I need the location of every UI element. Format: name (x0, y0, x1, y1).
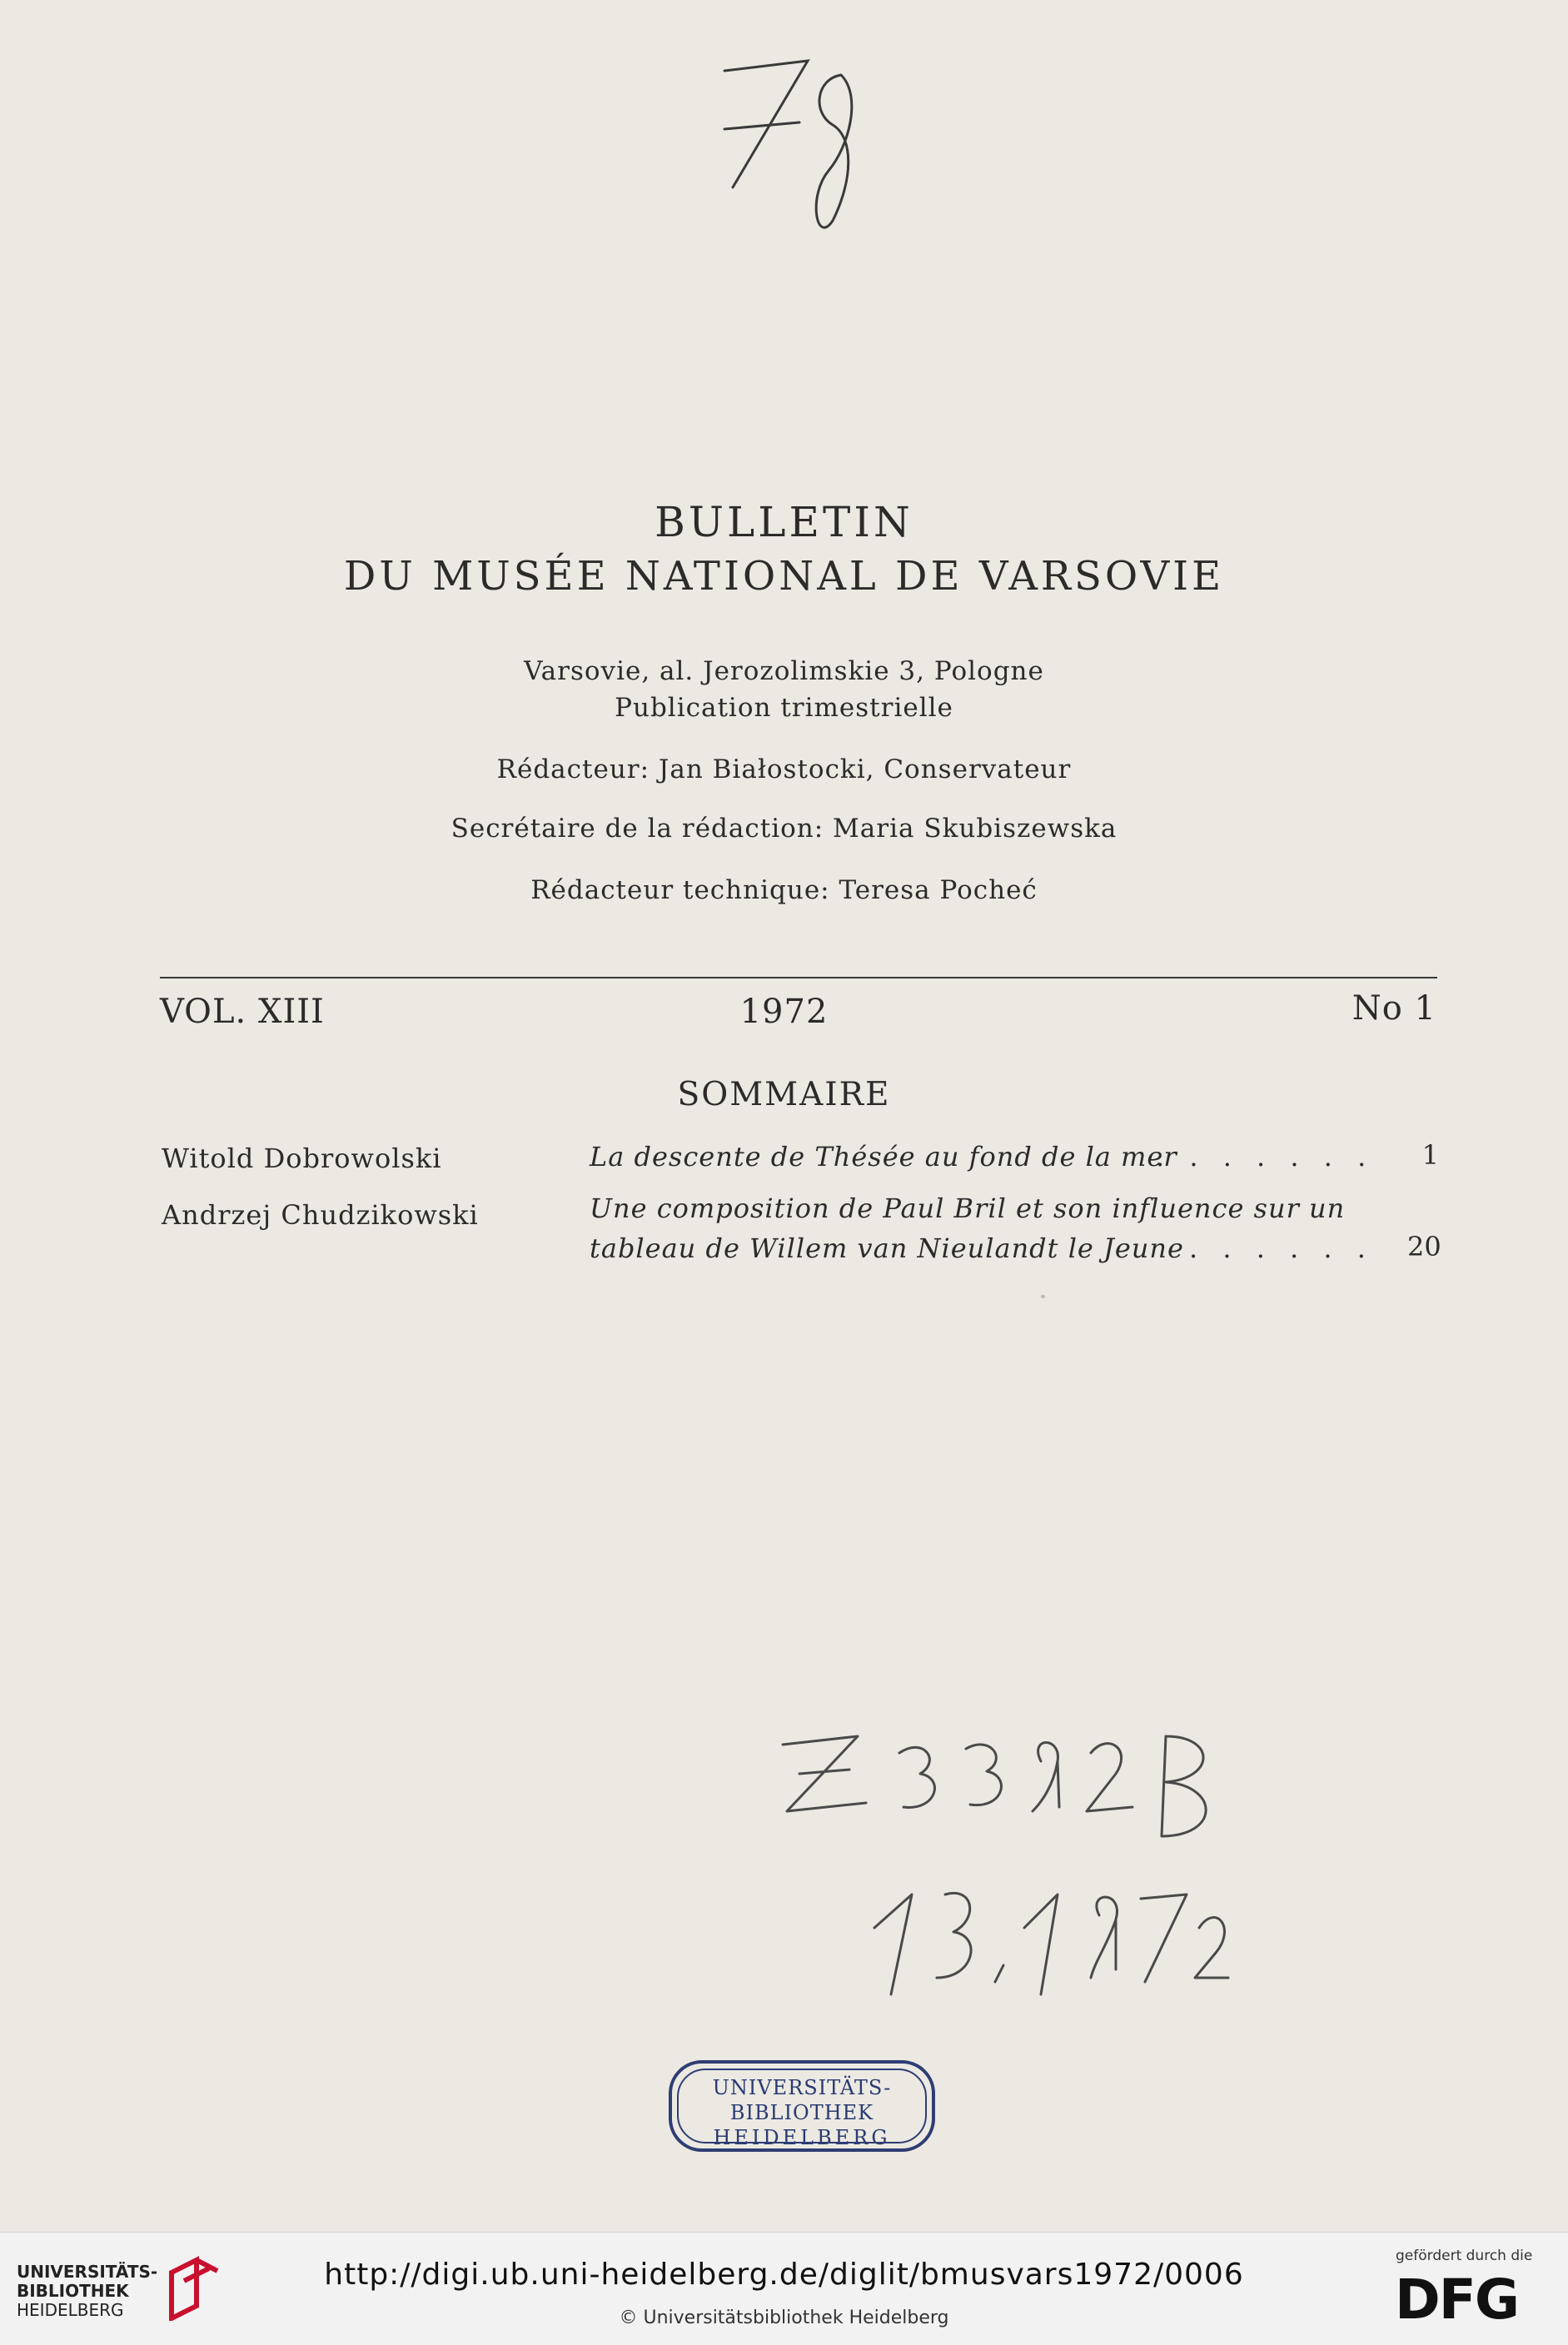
document-url-link[interactable]: http://digi.ub.uni-heidelberg.de/diglit/bmusvars1972/0006 (324, 2258, 1244, 2292)
entry-author: Witold Dobrowolski (162, 1143, 442, 1174)
issue-number: No 1 (1351, 989, 1436, 1028)
handwritten-shelf-mark (766, 1728, 1232, 2011)
entry-title: La descente de Thésée au fond de la mer (590, 1141, 1177, 1172)
issue-year: 1972 (739, 993, 829, 1031)
divider-rule (160, 977, 1437, 978)
entry-leader-dots: . . . . . . . (1156, 1141, 1375, 1172)
library-name-line3: HEIDELBERG (17, 2300, 124, 2320)
funder-caption: gefördert durch die (1396, 2248, 1533, 2264)
publisher-address: Varsovie, al. Jerozolimskie 3, Pologne (524, 656, 1044, 686)
library-stamp (669, 2060, 935, 2152)
handwritten-mark-top (708, 46, 874, 237)
entry-leader-dots: . . . . . . (1189, 1232, 1374, 1264)
library-name-line1: UNIVERSITÄTS- (17, 2262, 158, 2282)
secretary-line: Secrétaire de la rédaction: Maria Skubiszewska (450, 814, 1118, 844)
contents-heading: SOMMAIRE (677, 1076, 891, 1113)
journal-title-line1: BULLETIN (655, 498, 913, 546)
technical-editor-line: Rédacteur technique: Teresa Pocheć (530, 875, 1038, 905)
stamp-inner-border (677, 2069, 927, 2143)
publication-frequency: Publication trimestrielle (615, 693, 953, 723)
stamp-line2: BIBLIOTHEK (729, 2101, 874, 2124)
entry-page: 1 (1421, 1139, 1439, 1171)
dfg-logo-icon[interactable]: DFG (1395, 2268, 1519, 2332)
library-name-line2: BIBLIOTHEK (17, 2281, 129, 2301)
journal-title-line2: DU MUSÉE NATIONAL DE VARSOVIE (343, 553, 1225, 600)
viewer-footer (0, 2232, 1568, 2345)
stamp-line3: HEIDELBERG (713, 2126, 891, 2149)
stamp-line1: UNIVERSITÄTS- (712, 2076, 892, 2099)
volume-label: VOL. XIII (160, 993, 325, 1031)
entry-author: Andrzej Chudzikowski (162, 1199, 479, 1231)
entry-page: 20 (1407, 1231, 1441, 1262)
entry-title-continued: tableau de Willem van Nieulandt le Jeune (590, 1232, 1184, 1264)
copyright-notice: © Universitätsbibliothek Heidelberg (619, 2308, 949, 2328)
entry-title: Une composition de Paul Bril et son influence sur un (590, 1192, 1346, 1224)
paper-speck (1041, 1295, 1045, 1298)
editor-line: Rédacteur: Jan Białostocki, Conservateur (496, 754, 1072, 784)
